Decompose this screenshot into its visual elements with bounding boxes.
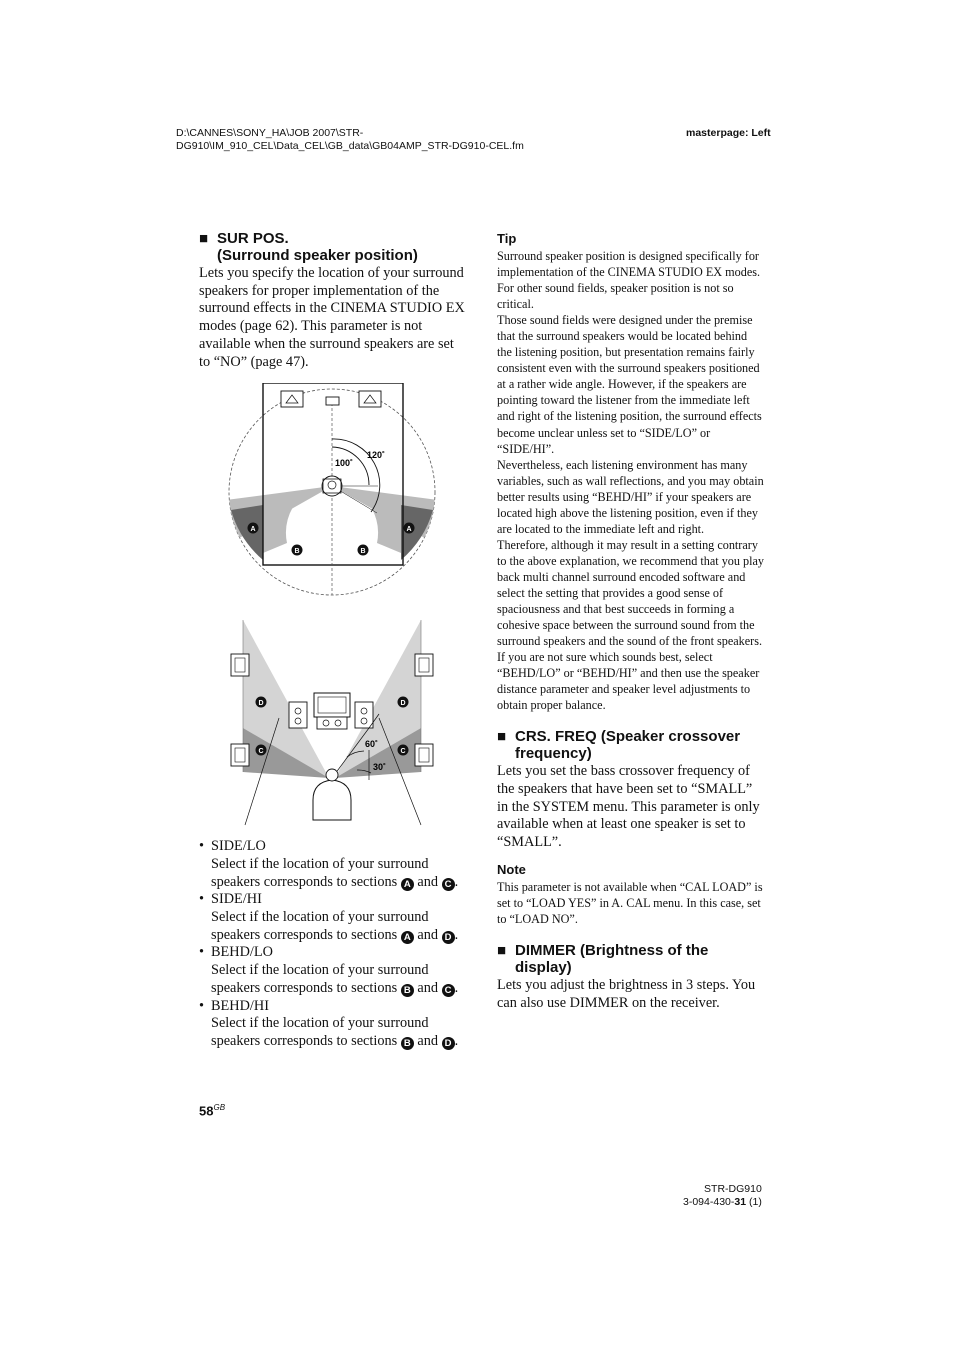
- listener-head-icon: [326, 769, 338, 781]
- tip-paragraph-2: Those sound fields were designed under the premise that the surround speakers would be located behind the listening position, but presentation remains fairly consistent even with the surround speakers positioned at a rather wide angle. However, if the speakers are pointing toward the listener from the immediate left and right of the listening position, the surround effects become unclear unless set to “SIDE/LO” or “SIDE/HI”.: [497, 313, 762, 456]
- front-right-speaker-icon: [359, 391, 381, 407]
- dimmer-heading: ■ DIMMER (Brightness of the display): [497, 942, 709, 976]
- left-column: [199, 231, 467, 1051]
- angle-60-label: 60˚: [365, 739, 379, 750]
- option-behd-lo: • BEHD/LO Select if the location of your surround speakers corresponds to sections B and C .: [199, 944, 459, 996]
- tip-paragraph-4: Therefore, although it may result in a setting contrary to the above explanation, we recommend that you play back multi channel surround encoded software and select the setting that provides a good sense of spaciousness and that best succeeds in forming a cohesive space between the surround sound from the surround speakers and the sound of the front speakers. If you are not sure which sounds best, select “BEHD/LO” or “BEHD/HI” and then use the speaker distance parameter and speaker level adjustments to obtain proper balance.: [497, 537, 765, 713]
- surround-position-top-view-diagram: [199, 383, 467, 608]
- tip-paragraph-1: Surround speaker position is designed specifically for implementation of the CINEMA STUDIO EX modes. For other sound fields, speaker position is not so critical.: [497, 249, 761, 312]
- doc-code: 3-094-430-31 (1): [683, 1196, 762, 1208]
- angle-30-label: 30˚: [373, 762, 387, 773]
- masterpage-label: masterpage: Left: [686, 127, 771, 139]
- angle-100-label: 100˚: [335, 458, 354, 469]
- model-code-footer: [683, 1183, 762, 1209]
- section-c-right-label: C: [400, 748, 406, 756]
- section-c-left-label: C: [258, 748, 264, 756]
- file-path-line2: DG910\IM_910_CEL\Data_CEL\GB_data\GB04AMP_STR-DG910-CEL.fm: [176, 140, 524, 152]
- center-speaker-icon: [326, 397, 339, 405]
- square-bullet-icon: ■: [497, 728, 507, 746]
- model-name: STR-DG910: [704, 1183, 762, 1195]
- surround-high-left-speaker-icon: [231, 654, 249, 676]
- note-body: This parameter is not available when “CAL LOAD” is set to “LOAD YES” in A. CAL menu. In this case, set to “LOAD NO”.: [497, 879, 763, 926]
- front-left-speaker-icon: [281, 391, 303, 407]
- crs-freq-heading: ■ CRS. FREQ (Speaker crossover frequency): [497, 728, 741, 762]
- sur-pos-heading: ■ SUR POS. (Surround speaker position): [199, 230, 418, 264]
- right-column: [497, 231, 765, 1012]
- surround-low-left-speaker-icon: [231, 744, 249, 766]
- note-heading: Note: [497, 861, 526, 877]
- file-path-line1: D:\CANNES\SONY_HA\JOB 2007\STR-: [176, 127, 364, 139]
- center-speaker-icon: [317, 717, 347, 729]
- dimmer-body: Lets you adjust the brightness in 3 steps. You can also use DIMMER on the receiver.: [497, 977, 756, 1011]
- option-side-lo: • SIDE/LO Select if the location of your surround speakers corresponds to sections A and C .: [199, 838, 459, 890]
- option-behd-hi: • BEHD/HI Select if the location of your surround speakers corresponds to sections B and D .: [199, 997, 459, 1049]
- tv-icon: [314, 693, 350, 717]
- sector-a-right-label: A: [406, 526, 412, 534]
- tip-heading: Tip: [497, 231, 517, 246]
- sur-pos-intro: Lets you specify the location of your surround speakers for proper implementation of the surround effects in the CINEMA STUDIO EX modes (page 62). This parameter is not available when the surround speakers are set to “NO” (page 47).: [199, 265, 465, 370]
- angle-120-label: 120˚: [367, 450, 386, 461]
- sector-a-left-label: A: [250, 526, 256, 534]
- option-side-hi: • SIDE/HI Select if the location of your surround speakers corresponds to sections A and D .: [199, 891, 459, 943]
- section-d-right-label: D: [400, 700, 406, 708]
- sector-a-left: [231, 505, 263, 560]
- surround-high-right-speaker-icon: [415, 654, 433, 676]
- sector-b-right-label: B: [360, 548, 366, 556]
- surround-position-side-view-diagram: [199, 620, 467, 830]
- section-d-left-label: D: [258, 700, 264, 708]
- file-path: [176, 127, 524, 153]
- square-bullet-icon: ■: [497, 942, 507, 960]
- listener-chair-icon: [313, 780, 351, 820]
- surround-options-list: [199, 838, 467, 1050]
- crs-freq-body: Lets you set the bass crossover frequency of the speakers that have been set to “SMALL” in the SYSTEM menu. This parameter is only available when at least one speaker is set to “SMALL”.: [497, 763, 760, 851]
- sector-b-left-label: B: [294, 548, 300, 556]
- page-number: $58^{GB}$: [199, 1103, 226, 1119]
- square-bullet-icon: ■: [199, 230, 209, 247]
- surround-low-right-speaker-icon: [415, 744, 433, 766]
- tip-paragraph-3: Nevertheless, each listening environment has many variables, such as wall reflections, and you may obtain better results using “BEHD/HI” if your speakers are located high above the listening position, even if they are located to the immediate left and right.: [497, 457, 764, 536]
